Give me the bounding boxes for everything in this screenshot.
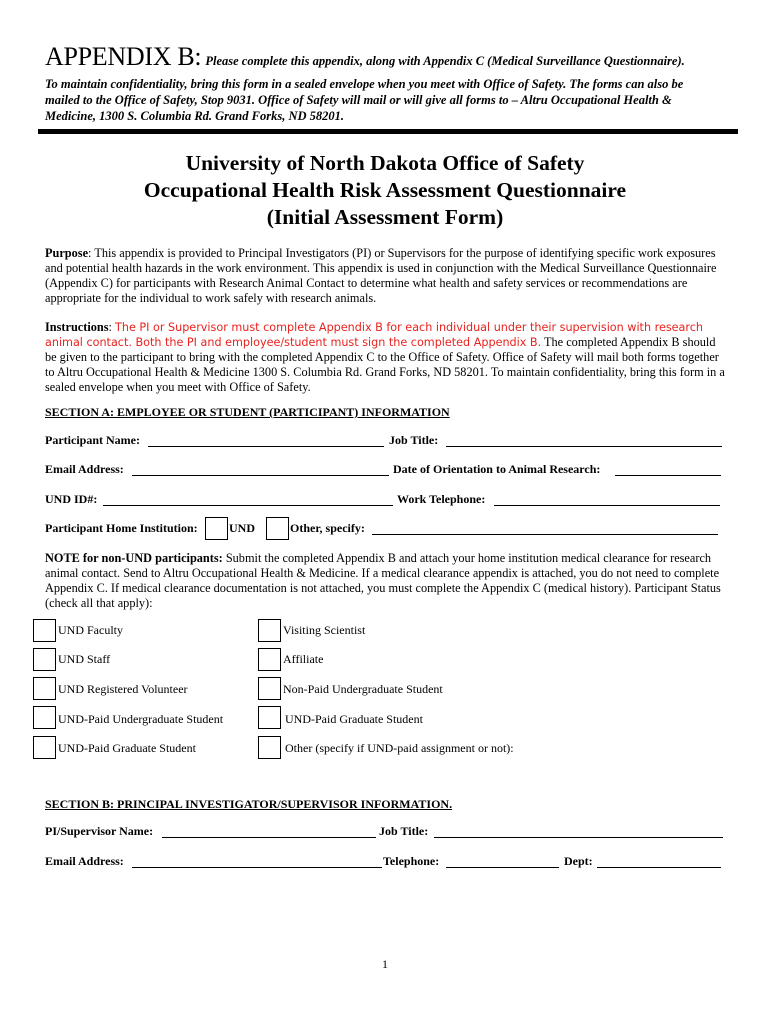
status-label-non-paid-undergraduate: Non-Paid Undergraduate Student <box>283 682 443 696</box>
status-label-und-paid-graduate: UND-Paid Graduate Student <box>58 741 196 755</box>
status-label-other: Other (specify if UND-paid assignment or not): <box>285 741 514 755</box>
header-line-3: mailed to the Office of Safety, Stop 9031. Office of Safety will mail or will give all forms to – Altru Occupational Health & <box>45 93 672 107</box>
section-b-heading: SECTION B: PRINCIPAL INVESTIGATOR/SUPERVISOR INFORMATION. <box>45 797 453 811</box>
status-checkbox-und-faculty[interactable] <box>33 619 56 642</box>
purpose-paragraph <box>45 246 725 306</box>
note-label: NOTE for non-UND participants: <box>45 551 223 565</box>
status-checkbox-affiliate[interactable] <box>258 648 281 671</box>
und-id-field[interactable] <box>103 505 393 506</box>
status-label-und-staff: UND Staff <box>58 652 111 666</box>
pi-job-title-field[interactable] <box>434 837 723 838</box>
instructions-colon: : <box>108 320 116 334</box>
appendix-label: APPENDIX B: <box>45 42 202 71</box>
page-number: 1 <box>382 957 388 971</box>
appendix-note: Please complete this appendix, along with Appendix C (Medical Surveillance Questionnaire). <box>205 54 685 68</box>
pi-telephone-field[interactable] <box>446 867 559 868</box>
job-title-label: Job Title: <box>389 433 439 447</box>
status-checkbox-und-paid-graduate[interactable] <box>33 736 56 759</box>
purpose-label: Purpose <box>45 246 89 260</box>
instructions-red-text: The PI or Supervisor must complete Appendix B for each individual under their supervision with research animal contact. Both the PI and employee/student must sign the completed Appendix B. <box>45 321 703 349</box>
email-field[interactable] <box>132 475 389 476</box>
pi-name-label: PI/Supervisor Name: <box>45 824 154 838</box>
status-checkbox-other[interactable] <box>258 736 281 759</box>
status-checkbox-und-staff[interactable] <box>33 648 56 671</box>
home-institution-label: Participant Home Institution: <box>45 521 198 535</box>
work-telephone-field[interactable] <box>494 505 720 506</box>
status-label-und-registered-volunteer: UND Registered Volunteer <box>58 682 188 696</box>
pi-dept-field[interactable] <box>597 867 721 868</box>
page-title-line-1: University of North Dakota Office of Safety <box>185 151 585 175</box>
status-label-und-faculty: UND Faculty <box>58 623 123 637</box>
purpose-text: : This appendix is provided to Principal Investigators (PI) or Supervisors for the purpose of identifying specific work exposures and potential health hazards in the work environment. This appendix is used in conjunction with the Medical Surveillance Questionnaire (Appendix C) for participants with Research Animal Contact to determine what health and safety services or recommendations are appropriate for the individual to work safely with research animals. <box>45 246 717 305</box>
status-checkbox-und-registered-volunteer[interactable] <box>33 677 56 700</box>
pi-dept-label: Dept: <box>564 854 593 868</box>
status-label-und-paid-undergraduate: UND-Paid Undergraduate Student <box>58 712 224 726</box>
status-label-affiliate: Affiliate <box>283 652 324 666</box>
page-title-line-3: (Initial Assessment Form) <box>266 205 504 229</box>
und-id-label: UND ID#: <box>45 492 98 506</box>
instructions-paragraph <box>45 320 725 395</box>
job-title-field[interactable] <box>446 446 722 447</box>
status-checkbox-visiting-scientist[interactable] <box>258 619 281 642</box>
work-telephone-label: Work Telephone: <box>397 492 486 506</box>
orientation-date-label: Date of Orientation to Animal Research: <box>393 462 601 476</box>
participant-name-field[interactable] <box>148 446 384 447</box>
pi-job-title-label: Job Title: <box>379 824 429 838</box>
pi-telephone-label: Telephone: <box>383 854 440 868</box>
orientation-date-field[interactable] <box>615 475 721 476</box>
instructions-label: Instructions <box>45 320 109 334</box>
page-title-line-2: Occupational Health Risk Assessment Questionnaire <box>143 178 627 202</box>
status-checkbox-und-paid-undergraduate[interactable] <box>33 706 56 729</box>
pi-email-field[interactable] <box>132 867 382 868</box>
participant-name-label: Participant Name: <box>45 433 140 447</box>
note-text: Submit the completed Appendix B and attach your home institution medical clearance for research animal contact. Send to Altru Occupational Health & Medicine. If a medical clearance appendix is attached, you do not need to complete Appendix C. If medical clearance documentation is not attached, you must complete the Appendix C (medical history). Participant Status (check all that apply): <box>45 551 721 610</box>
pi-email-label: Email Address: <box>45 854 124 868</box>
pi-name-field[interactable] <box>162 837 376 838</box>
status-checkbox-non-paid-undergraduate[interactable] <box>258 677 281 700</box>
header-line-4: Medicine, 1300 S. Columbia Rd. Grand Forks, ND 58201. <box>45 109 344 123</box>
und-option-label: UND <box>229 521 255 535</box>
status-checkbox-und-paid-graduate-right[interactable] <box>258 706 281 729</box>
other-specify-label: Other, specify: <box>290 521 365 535</box>
note-paragraph <box>45 551 727 611</box>
other-specify-field[interactable] <box>372 534 718 535</box>
appendix-header <box>45 42 685 72</box>
header-line-2: To maintain confidentiality, bring this form in a sealed envelope when you meet with Office of Safety. The forms can also be <box>45 77 684 91</box>
header-divider <box>38 129 738 134</box>
instructions-text: The completed Appendix B should be given to the participant to bring with the completed Appendix C to the Office of Safety. Office of Safety will mail both forms together to Altru Occupational Health & Medicine 1300 S. Columbia Rd. Grand Forks, ND 58201. To maintain confidentiality, bring this form in a sealed envelope when you meet with Office of Safety. <box>45 335 725 394</box>
und-checkbox[interactable] <box>205 517 228 540</box>
email-label: Email Address: <box>45 462 124 476</box>
other-checkbox[interactable] <box>266 517 289 540</box>
section-a-heading: SECTION A: EMPLOYEE OR STUDENT (PARTICIPANT) INFORMATION <box>45 405 450 419</box>
status-label-visiting-scientist: Visiting Scientist <box>283 623 366 637</box>
status-label-und-paid-graduate-right: UND-Paid Graduate Student <box>285 712 423 726</box>
